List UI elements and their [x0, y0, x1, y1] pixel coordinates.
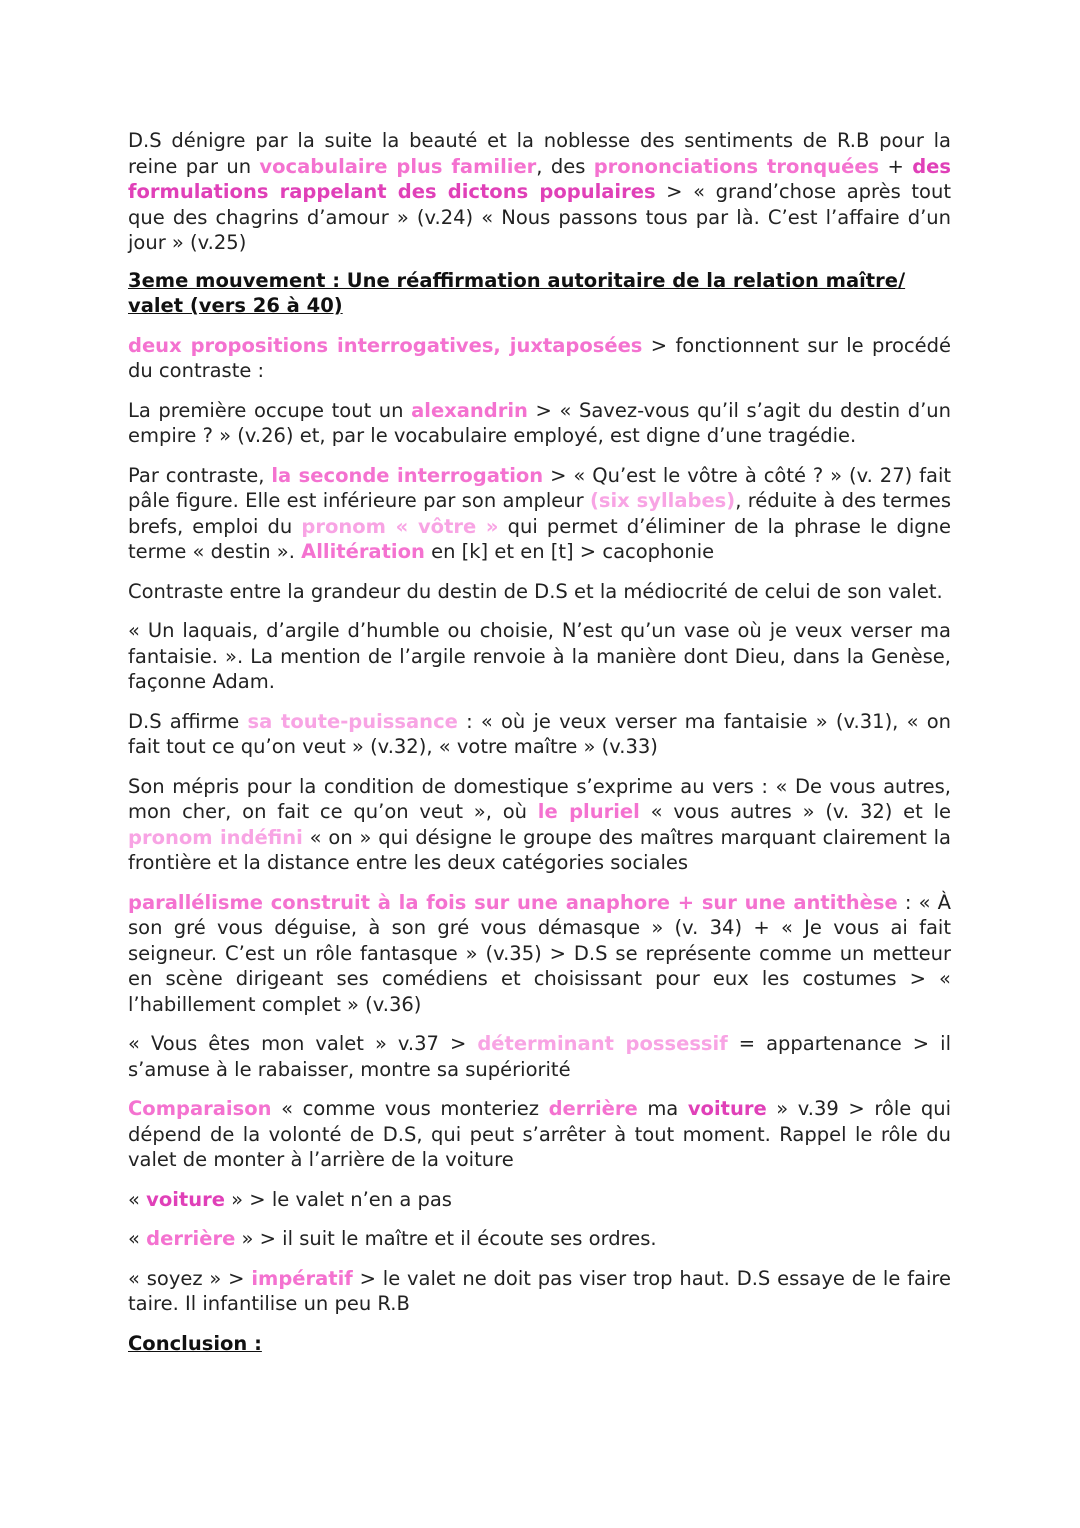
text: > fonctionnent sur le procédé du contraste :: [128, 333, 951, 382]
text: La première occupe tout un: [128, 398, 412, 422]
paragraph-premiere: [128, 398, 951, 449]
highlight-voiture: voiture: [146, 1187, 225, 1211]
paragraph-soyez: [128, 1266, 951, 1317]
text: « vous autres » (v. 32) et le: [639, 800, 952, 823]
text: > « Qu’est le vôtre à côté ? » (v. 27) fait pâle figure. Elle est inférieure par son ampleur: [128, 463, 952, 512]
highlight-alexandrin: alexandrin: [411, 398, 528, 422]
paragraph-parallelisme: [128, 890, 951, 1018]
text: D.S affirme: [128, 709, 248, 733]
paragraph-interrogatives: [128, 333, 951, 384]
highlight-pluriel: le pluriel: [537, 800, 640, 823]
conclusion-heading: Conclusion :: [128, 1331, 262, 1355]
highlight-derriere: derrière: [548, 1097, 638, 1120]
highlight-formulations: des formulations rappelant des dictons populaires: [128, 154, 951, 203]
section-heading: 3eme mouvement : Une réaffirmation autoritaire de la relation maître/ valet (vers 26 à 40): [128, 268, 906, 317]
highlight-six-syllabes: (six syllabes): [589, 489, 736, 512]
text: » > il suit le maître et il écoute ses ordres.: [235, 1227, 657, 1250]
highlight-pronom-indefini: pronom indéfini: [128, 825, 303, 849]
text: » v.39 > rôle qui dépend de la volonté de D.S, qui peut s’arrêter à tout moment. Rappel le rôle du valet de monter à l’arrière de la voiture: [128, 1097, 951, 1171]
highlight-derriere: derrière: [146, 1227, 236, 1250]
highlight-determinant: déterminant possessif: [477, 1032, 728, 1055]
paragraph-toute-puissance: [128, 709, 951, 760]
text: > « grand’chose après tout que des chagrins d’amour » (v.24) « Nous passons tous par là. C’est l’affaire d’un jour » (v.25): [128, 180, 951, 254]
highlight-vocabulaire: vocabulaire plus familier: [259, 154, 537, 178]
highlight-alliteration: Allitération: [301, 540, 425, 563]
paragraph-denigration: [128, 128, 951, 256]
text: > « Savez-vous qu’il s’agit du destin d’un empire ? » (v.26) et, par le vocabulaire employé, est digne d’une tragédie.: [128, 398, 952, 447]
highlight-seconde: la seconde interrogation: [271, 463, 544, 487]
paragraph-laquais: « Un laquais, d’argile d’humble ou choisie, N’est qu’un vase où je veux verser ma fantaisie. ». La mention de l’argile renvoie à la manière dont Dieu, dans la Genèse, façonne Adam.: [128, 619, 951, 693]
highlight-imperatif: impératif: [251, 1266, 353, 1290]
text: , réduite à des termes brefs, emploi du: [128, 489, 951, 538]
text: «: [128, 1227, 147, 1250]
text: qui permet d’éliminer de la phrase le digne terme « destin ».: [128, 514, 951, 563]
text: : « À son gré vous déguise, à son gré vous démasque » (v. 34) + « Je vous ai fait seigneur. C’est un rôle fantasque » (v.35) > D.S se représente comme un metteur en scène dirigeant ses comédiens et choisissant pour eux les costumes > « l’habillement complet » (v.36): [128, 890, 951, 1016]
text: en [k] et en [t] > cacophonie: [424, 540, 715, 563]
highlight-prononciations: prononciations tronquées: [593, 154, 880, 178]
text: « Vous êtes mon valet » v.37 >: [128, 1032, 478, 1055]
highlight-voiture: voiture: [687, 1097, 767, 1120]
document-body: [128, 128, 951, 1370]
text: : « où je veux verser ma fantaisie » (v.31), « on fait tout ce qu’on veut » (v.32), « votre maître » (v.33): [128, 709, 952, 758]
text: « soyez » >: [128, 1266, 252, 1290]
paragraph-comparaison: [128, 1096, 951, 1173]
highlight-interrogatives: deux propositions interrogatives, juxtaposées: [128, 333, 643, 357]
text: D.S dénigre par la suite la beauté et la noblesse des sentiments de R.B pour la reine par un: [128, 129, 951, 178]
highlight-pronom-votre: pronom « vôtre »: [301, 514, 499, 538]
text: > le valet ne doit pas viser trop haut. D.S essaye de le faire taire. Il infantilise un peu R.B: [128, 1266, 951, 1315]
text: «: [128, 1187, 147, 1211]
text: = appartenance > il s’amuse à le rabaisser, montre sa supériorité: [128, 1032, 951, 1081]
text: +: [879, 154, 913, 178]
paragraph-grandeur: Contraste entre la grandeur du destin de D.S et la médiocrité de celui de son valet.: [128, 579, 943, 603]
highlight-parallelisme: parallélisme construit à la fois sur une anaphore + sur une antithèse: [128, 890, 898, 914]
paragraph-voiture: [128, 1187, 951, 1213]
paragraph-contraste: [128, 463, 951, 565]
paragraph-derriere: [128, 1226, 951, 1252]
text: Son mépris pour la condition de domestique s’exprime au vers : « De vous autres, mon cher, on fait ce qu’on veut », où: [128, 774, 951, 823]
text: , des: [536, 154, 594, 178]
text: ma: [637, 1097, 688, 1120]
paragraph-valet: [128, 1031, 951, 1082]
text: Par contraste,: [128, 463, 272, 487]
paragraph-mepris: [128, 774, 951, 876]
text: « comme vous monteriez: [271, 1097, 549, 1120]
highlight-toute-puissance: sa toute-puissance: [247, 709, 458, 733]
text: » > le valet n’en a pas: [224, 1187, 452, 1211]
text: « on » qui désigne le groupe des maîtres marquant clairement la frontière et la distance entre les deux catégories sociales: [128, 825, 951, 874]
highlight-comparaison: Comparaison: [128, 1097, 272, 1120]
